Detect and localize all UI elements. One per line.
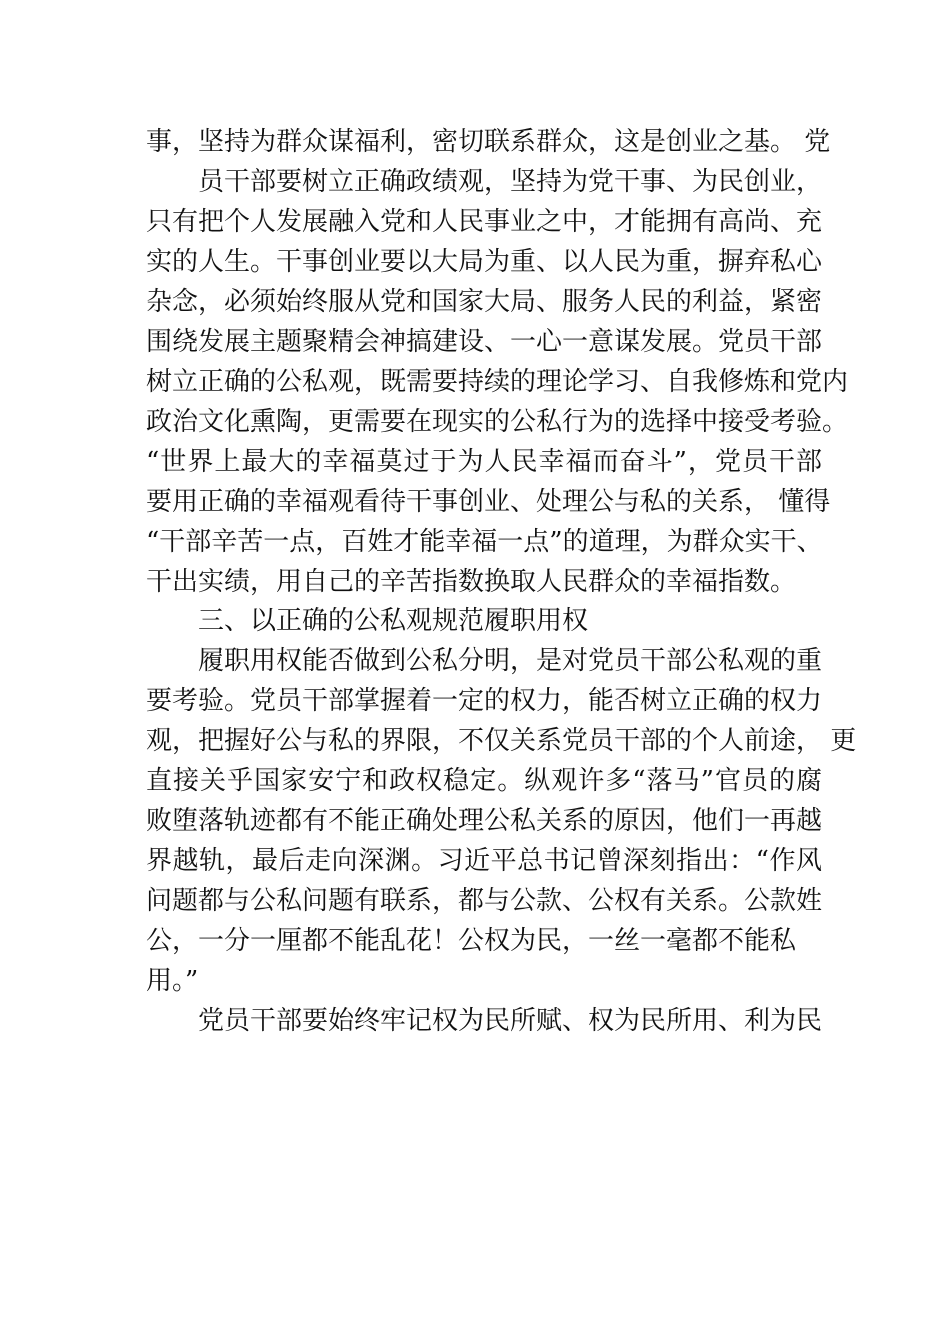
text-line-21: 公，一分一厘都不能乱花！公权为民，一丝一毫都不能私 — [146, 926, 797, 956]
text-line-23: 党员干部要始终牢记权为民所赋、权为民所用、利为民 — [198, 1006, 823, 1036]
text-line-1: 事，坚持为群众谋福利，密切联系群众，这是创业之基。 党 — [146, 127, 831, 157]
text-line-9: “世界上最大的幸福莫过于为人民幸福而奋斗”，党员干部 — [146, 447, 822, 477]
text-line-4: 实的人生。干事创业要以大局为重、以人民为重，摒弃私心 — [146, 247, 823, 277]
text-line-6: 围绕发展主题聚精会神搞建设、一心一意谋发展。党员干部 — [146, 327, 823, 357]
text-line-2: 员干部要树立正确政绩观，坚持为党干事、为民创业， — [198, 167, 823, 197]
text-line-11: “干部辛苦一点，百姓才能幸福一点”的道理，为群众实干、 — [146, 527, 823, 557]
text-line-17: 直接关乎国家安宁和政权稳定。纵观许多“落马”官员的腐 — [146, 766, 822, 796]
text-line-22: 用。” — [146, 966, 199, 996]
text-line-10: 要用正确的幸福观看待干事创业、处理公与私的关系， 懂得 — [146, 487, 831, 517]
text-line-20: 问题都与公私问题有联系，都与公款、公权有关系。公款姓 — [146, 886, 823, 916]
text-line-3: 只有把个人发展融入党和人民事业之中，才能拥有高尚、充 — [146, 207, 823, 237]
text-line-7: 树立正确的公私观，既需要持续的理论学习、自我修炼和党内 — [146, 367, 849, 397]
text-line-14: 履职用权能否做到公私分明，是对党员干部公私观的重 — [198, 646, 823, 676]
text-line-16: 观，把握好公与私的界限，不仅关系党员干部的个人前途， 更 — [146, 726, 857, 756]
text-line-15: 要考验。党员干部掌握着一定的权力，能否树立正确的权力 — [146, 686, 823, 716]
section-heading: 三、以正确的公私观规范履职用权 — [198, 606, 589, 636]
text-line-12: 干出实绩，用自己的辛苦指数换取人民群众的幸福指数。 — [146, 567, 797, 597]
text-line-5: 杂念，必须始终服从党和国家大局、服务人民的利益，紧密 — [146, 287, 823, 317]
text-line-18: 败堕落轨迹都有不能正确处理公私关系的原因，他们一再越 — [146, 806, 823, 836]
text-line-8: 政治文化熏陶，更需要在现实的公私行为的选择中接受考验。 — [146, 407, 849, 437]
text-line-19: 界越轨，最后走向深渊。习近平总书记曾深刻指出：“作风 — [146, 846, 822, 876]
